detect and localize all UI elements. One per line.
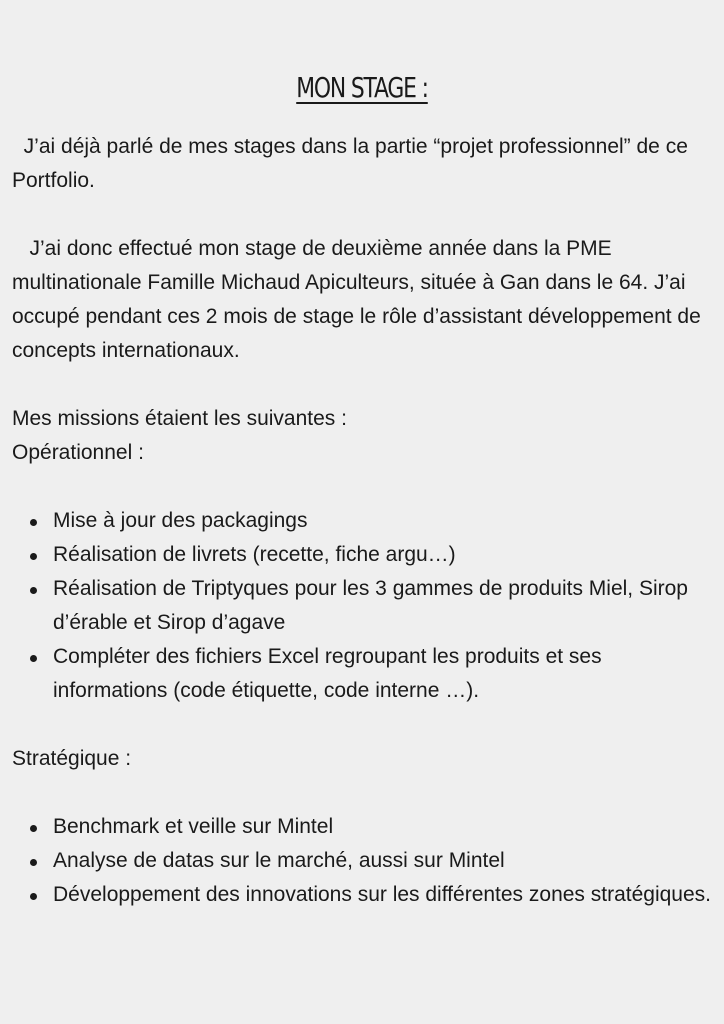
- bullet-icon: [30, 859, 37, 866]
- list-item: [12, 572, 716, 640]
- list-item-text: Développement des innovations sur les différentes zones stratégiques.: [53, 883, 712, 906]
- bullet-icon: [30, 893, 37, 900]
- list-item-text: Mise à jour des packagings: [53, 509, 308, 532]
- list-item: [12, 640, 716, 708]
- list-item-text: Réalisation de Triptyques pour les 3 gammes de produits Miel, Sirop d’érable et Sirop d’agave: [53, 577, 688, 634]
- list-item-text: Compléter des fichiers Excel regroupant les produits et ses informations (code étiquette, code interne …).: [53, 645, 602, 702]
- page-title: [80, 68, 645, 108]
- bullet-icon: [30, 825, 37, 832]
- bullet-icon: [30, 553, 37, 560]
- paragraph-spacer: [12, 776, 716, 810]
- list-item: [12, 538, 716, 572]
- strategique-heading: Stratégique :: [12, 747, 132, 770]
- operationnel-heading: Opérationnel :: [12, 441, 144, 464]
- bullet-icon: [30, 587, 37, 594]
- bullet-icon: [30, 519, 37, 526]
- list-item: [12, 844, 716, 878]
- list-item-text: Analyse de datas sur le marché, aussi sur Mintel: [53, 849, 505, 872]
- list-item-text: Réalisation de livrets (recette, fiche argu…): [53, 543, 456, 566]
- intro-paragraph-1: J’ai déjà parlé de mes stages dans la partie “projet professionnel” de ce Portfolio.: [12, 135, 694, 192]
- paragraph-spacer: [12, 368, 716, 402]
- list-item: [12, 878, 716, 912]
- list-item: [12, 810, 716, 844]
- operationnel-list: [12, 504, 716, 708]
- document-body: [12, 130, 716, 912]
- intro-paragraph-2: J’ai donc effectué mon stage de deuxième année dans la PME multinationale Famille Michaud Apiculteurs, située à Gan dans le 64. J’ai occupé pendant ces 2 mois de stage le rôle d’assistant développement de concepts internationaux.: [12, 237, 707, 362]
- list-item: [12, 504, 716, 538]
- bullet-icon: [30, 655, 37, 662]
- paragraph-spacer: [12, 708, 716, 742]
- list-item-text: Benchmark et veille sur Mintel: [53, 815, 334, 838]
- paragraph-spacer: [12, 198, 716, 232]
- strategique-list: [12, 810, 716, 912]
- missions-intro: Mes missions étaient les suivantes :: [12, 407, 347, 430]
- paragraph-spacer: [12, 470, 716, 504]
- page-title-text: MON STAGE :: [296, 71, 428, 104]
